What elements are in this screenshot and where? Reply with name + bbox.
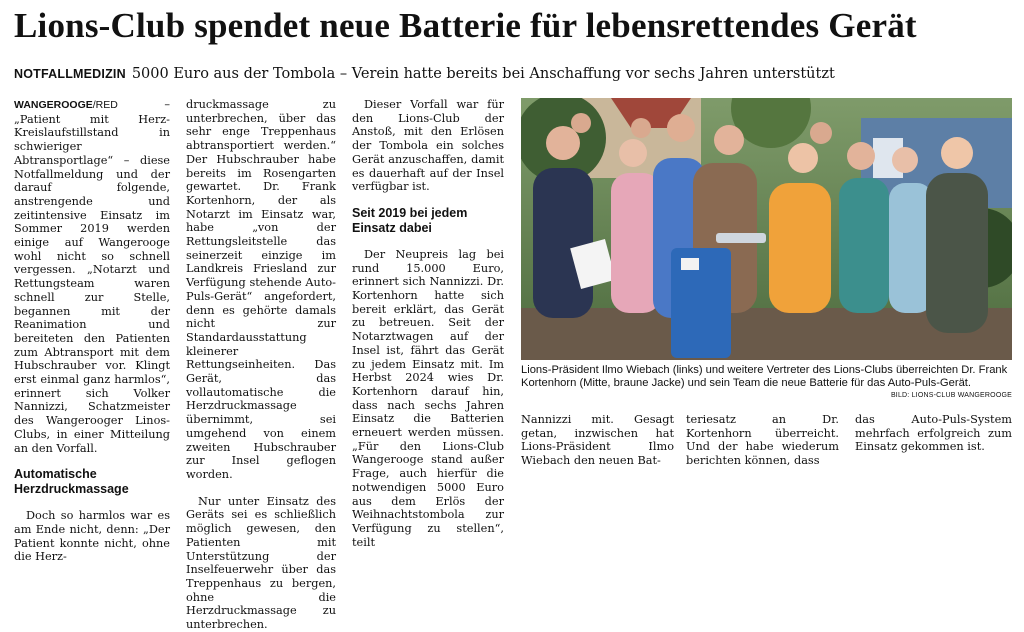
dateline: WANGEROOGE	[14, 99, 93, 111]
paragraph: Doch so harmlos war es am Ende nicht, denn: „Der Patient konnte nicht, ohne die Herz-	[14, 509, 170, 564]
article-headline: Lions-Club spendet neue Batterie für lebensrettendes Gerät	[14, 6, 917, 45]
text-column-2	[186, 98, 336, 632]
photo-credit: BILD: LIONS-CLUB WANGEROOGE	[890, 392, 1012, 399]
text-column-1	[14, 98, 170, 564]
text-column-3	[352, 98, 504, 549]
paragraph: – „Patient mit Herz-Kreislaufstillstand in schwieriger Abtransportlage“ – diese Notfallmeldung und der darauf folgende, anstrengende und zeitintensive Einsatz im Sommer 2019 werden einige auf Wangerooge wohl nicht so schnell vergessen. „Notarzt und Rettungsteam waren schnell zur Stelle, begannen mit der Reanimation und bereiteten den Patienten zum Abtransport mit dem Hubschrauber vor. Klingt erst einmal ganz harmlos“, erinnert sich Volker Nannizzi, Schatzmeister des Wangerooger Linos-Clubs, in einer Mitteilung an den Vorfall.	[14, 98, 170, 455]
photo-caption: Lions-Präsident Ilmo Wiebach (links) und weitere Vertreter des Lions-Clubs überreichten Dr. Frank Kortenhorn (Mitte, braune Jacke) und sein Team die neue Batterie für das Auto-Puls-Gerät.	[521, 364, 1008, 390]
section-subhead: Seit 2019 bei jedem Einsatz dabei	[352, 205, 468, 235]
article-subheadline: 5000 Euro aus der Tombola – Verein hatte bereits bei Anschaffung vor sechs Jahren unterstützt	[131, 66, 835, 82]
paragraph: teriesatz an Dr. Kortenhorn überreicht. Und der habe wiederum berichten können, dass	[686, 413, 839, 468]
text-column-6	[855, 413, 1012, 454]
paragraph: Nannizzi mit. Gesagt getan, inzwischen hat Lions-Präsident Ilmo Wiebach den neuen Bat-	[521, 413, 674, 468]
paragraph: Nur unter Einsatz des Geräts sei es schließlich möglich gewesen, den Patienten mit Unterstützung der Inselfeuerwehr über das Treppenhaus zu bergen, ohne die Herzdruckmassage zu unterbrechen.	[186, 494, 336, 632]
kicker-label: NOTFALLMEDIZIN	[14, 67, 126, 81]
text-column-5	[686, 413, 839, 468]
article-subheadline-row	[14, 64, 835, 84]
author-tag: /RED	[92, 99, 118, 111]
paragraph: das Auto-Puls-System mehrfach erfolgreich zum Einsatz gekommen ist.	[855, 413, 1012, 454]
paragraph: Der Neupreis lag bei rund 15.000 Euro, erinnert sich Nannizzi. Dr. Kortenhorn hatte sich bereit erklärt, das Gerät zu betreuen. Seit der Notarztwagen auf der Insel ist, fährt das Gerät zu jedem Einsatz mit. Im Herbst 2024 wies Dr. Kortenhorn darauf hin, dass nach sechs Jahren Einsatz die Batterien erneuert werden müssen. „Für den Lions-Club Wangerooge stand außer Frage, auch hierfür die notwendigen 5000 Euro aus dem Erlös der Weihnachtstombola zur Verfügung zu stellen“, teilt	[352, 247, 504, 549]
section-subhead: Automatische Herzdruckmassage	[14, 467, 129, 497]
text-column-4	[521, 413, 674, 468]
paragraph: Dieser Vorfall war für den Lions-Club der Anstoß, mit den Erlösen der Tombola ein solches Gerät anzuschaffen, damit es dauerhaft auf der Insel verfügbar ist.	[352, 98, 504, 194]
paragraph: druckmassage zu unterbrechen, über das sehr enge Treppenhaus abtransportiert werden.“ Der Hubschrauber habe bereits im Rosengarten gewartet. Dr. Frank Kortenhorn, der als Notarzt im Einsatz war, habe „von der Rettungsleitstelle das seinerzeit einzige im Landkreis Friesland zur Verfügung stehende Auto-Puls-Gerät“ angefordert, denn es gehörte damals nicht zur Standardausstattung kleinerer Rettungseinheiten. Das Gerät, das vollautomatische die Herzdruckmassage übernimmt, sei umgehend von einem zweiten Hubschrauber zur Insel geflogen worden.	[186, 98, 336, 481]
group-photo	[521, 98, 1012, 360]
